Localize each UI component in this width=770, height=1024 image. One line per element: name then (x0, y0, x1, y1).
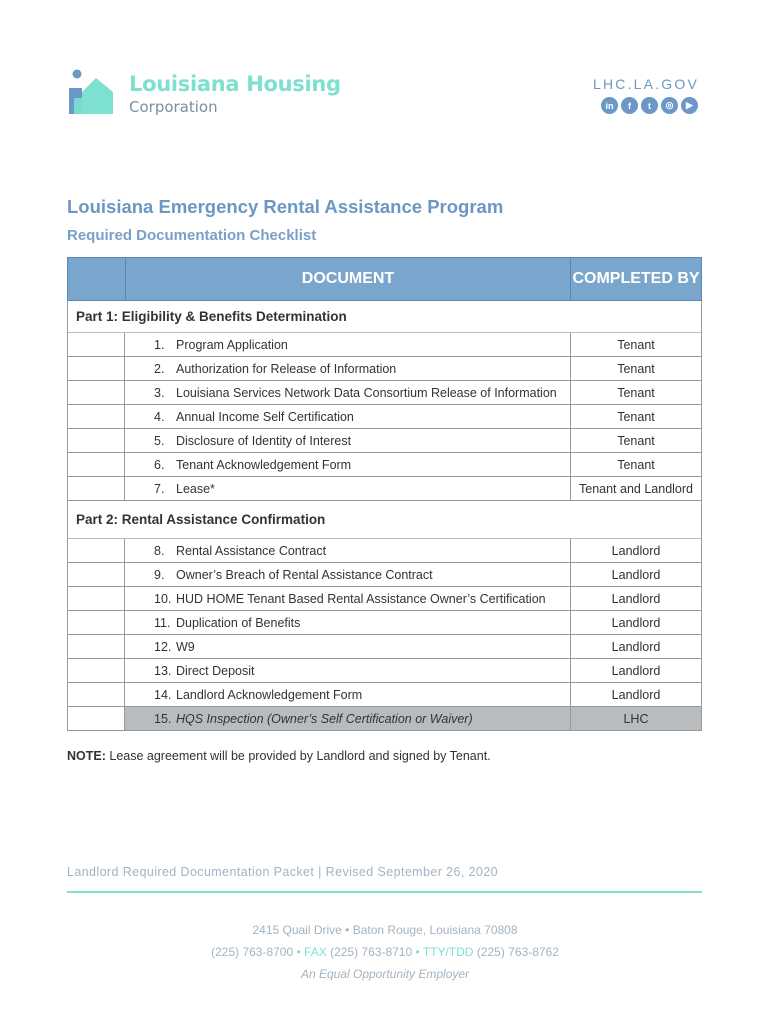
footer-phones (0, 945, 770, 959)
row-number: 3. (154, 385, 165, 400)
checkbox-cell[interactable] (68, 659, 125, 682)
table-row (67, 333, 702, 357)
youtube-icon[interactable]: ▶ (681, 97, 698, 114)
row-number: 1. (154, 337, 165, 352)
row-number: 6. (154, 457, 165, 472)
house-logo-icon (66, 68, 116, 118)
site-url-link[interactable]: LHC.LA.GOV (592, 76, 699, 92)
table-row (67, 477, 702, 501)
document-cell (125, 659, 571, 682)
document-name: Direct Deposit (176, 663, 255, 678)
document-name: Program Application (176, 337, 288, 352)
document-name: Landlord Acknowledgement Form (176, 687, 363, 702)
document-name: Lease* (176, 481, 215, 496)
row-number: 5. (154, 433, 165, 448)
row-number: 12. (154, 639, 172, 654)
table-row (67, 563, 702, 587)
checkbox-cell[interactable] (68, 563, 125, 586)
checklist-table (67, 257, 702, 731)
footer-divider (67, 891, 702, 893)
facebook-icon[interactable]: f (621, 97, 638, 114)
document-cell (125, 333, 571, 356)
table-row (67, 587, 702, 611)
page-title: Louisiana Emergency Rental Assistance Program (67, 196, 504, 217)
table-row-shaded (67, 707, 702, 731)
document-cell (125, 539, 571, 562)
document-cell (125, 453, 571, 476)
document-cell (125, 357, 571, 380)
row-number: 9. (154, 567, 165, 582)
completed-by-cell: Tenant (617, 433, 655, 448)
header-completed-by: COMPLETED BY (572, 270, 700, 287)
phone-number: (225) 763-8700 (211, 945, 294, 959)
row-number: 15. (154, 711, 172, 726)
checkbox-cell[interactable] (68, 333, 125, 356)
document-name: W9 (176, 639, 195, 654)
completed-by-cell: Tenant (617, 361, 655, 376)
page-subtitle: Required Documentation Checklist (67, 227, 317, 244)
completed-by-cell: LHC (571, 707, 701, 730)
table-row (67, 429, 702, 453)
completed-by-cell: Landlord (611, 567, 661, 582)
document-cell (125, 683, 571, 706)
section-part1-heading: Part 1: Eligibility & Benefits Determination (67, 301, 702, 333)
document-cell (125, 405, 571, 428)
row-number: 10. (154, 591, 172, 606)
header-document: DOCUMENT (126, 258, 571, 300)
table-row (67, 453, 702, 477)
checkbox-cell[interactable] (68, 539, 125, 562)
row-number: 2. (154, 361, 165, 376)
note-label: NOTE: (67, 749, 106, 763)
checkbox-cell[interactable] (68, 429, 125, 452)
document-name: HQS Inspection (Owner’s Self Certification or Waiver) (176, 711, 473, 726)
completed-by-cell: Tenant (617, 409, 655, 424)
table-row (67, 683, 702, 707)
document-name: Louisiana Services Network Data Consortium Release of Information (176, 385, 557, 400)
separator: • (415, 945, 420, 959)
row-number: 4. (154, 409, 165, 424)
document-cell (125, 635, 571, 658)
note (67, 749, 491, 763)
checkbox-cell[interactable] (68, 357, 125, 380)
table-row (67, 611, 702, 635)
linkedin-icon[interactable]: in (601, 97, 618, 114)
table-row (67, 357, 702, 381)
table-row (67, 659, 702, 683)
row-number: 8. (154, 543, 165, 558)
document-cell (125, 587, 571, 610)
row-number: 13. (154, 663, 172, 678)
instagram-icon[interactable]: ◎ (661, 97, 678, 114)
fax-number: (225) 763-8710 (330, 945, 413, 959)
social-links (601, 97, 698, 114)
row-number: 11. (154, 615, 171, 630)
table-row (67, 635, 702, 659)
table-row (67, 539, 702, 563)
completed-by-cell: Landlord (611, 543, 661, 558)
checkbox-cell[interactable] (68, 405, 125, 428)
completed-by-cell: Tenant (617, 337, 655, 352)
checkbox-cell[interactable] (68, 683, 125, 706)
section-part2-heading: Part 2: Rental Assistance Confirmation (67, 501, 702, 539)
completed-by-cell: Tenant and Landlord (579, 481, 693, 496)
completed-by-cell: Tenant (617, 385, 655, 400)
completed-by-cell: Landlord (611, 591, 661, 606)
document-name: Owner’s Breach of Rental Assistance Contract (176, 567, 433, 582)
document-name: Authorization for Release of Information (176, 361, 397, 376)
document-cell (125, 381, 571, 404)
header-blank-cell (68, 258, 126, 300)
completed-by-cell: Landlord (611, 639, 661, 654)
document-name: Rental Assistance Contract (176, 543, 327, 558)
checkbox-cell[interactable] (68, 587, 125, 610)
table-header (67, 257, 702, 301)
logo-title: Louisiana Housing (129, 72, 341, 96)
checkbox-cell[interactable] (68, 611, 125, 634)
table-row (67, 405, 702, 429)
equal-opportunity-text: An Equal Opportunity Employer (300, 967, 470, 981)
footer-address: 2415 Quail Drive • Baton Rouge, Louisiana 70808 (252, 923, 518, 937)
lhc-logo (66, 68, 341, 118)
document-cell (125, 707, 571, 730)
completed-by-cell: Landlord (611, 663, 661, 678)
tty-label: TTY/TDD (422, 945, 474, 959)
logo-subtitle: Corporation (129, 98, 218, 116)
checkbox-cell[interactable] (68, 381, 125, 404)
tty-number: (225) 763-8762 (476, 945, 559, 959)
document-cell (125, 477, 571, 500)
document-cell (125, 611, 571, 634)
checkbox-cell[interactable] (68, 477, 125, 500)
document-name: Duplication of Benefits (176, 615, 301, 630)
checkbox-cell[interactable] (68, 453, 125, 476)
row-number: 14. (154, 687, 172, 702)
table-row (67, 381, 702, 405)
row-number: 7. (154, 481, 165, 496)
document-cell (125, 563, 571, 586)
separator: • (296, 945, 301, 959)
completed-by-cell: Landlord (611, 687, 661, 702)
checkbox-cell[interactable] (68, 635, 125, 658)
document-cell (125, 429, 571, 452)
note-text: Lease agreement will be provided by Landlord and signed by Tenant. (109, 749, 491, 763)
document-name: Disclosure of Identity of Interest (176, 433, 352, 448)
document-name: HUD HOME Tenant Based Rental Assistance Owner’s Certification (176, 591, 546, 606)
completed-by-cell: Landlord (611, 615, 661, 630)
document-name: Tenant Acknowledgement Form (176, 457, 352, 472)
document-name: Annual Income Self Certification (176, 409, 354, 424)
completed-by-cell: Tenant (617, 457, 655, 472)
checkbox-cell[interactable] (68, 707, 125, 730)
twitter-icon[interactable]: t (641, 97, 658, 114)
fax-label: FAX (304, 945, 327, 959)
packet-revision: Landlord Required Documentation Packet | Revised September 26, 2020 (67, 865, 498, 879)
